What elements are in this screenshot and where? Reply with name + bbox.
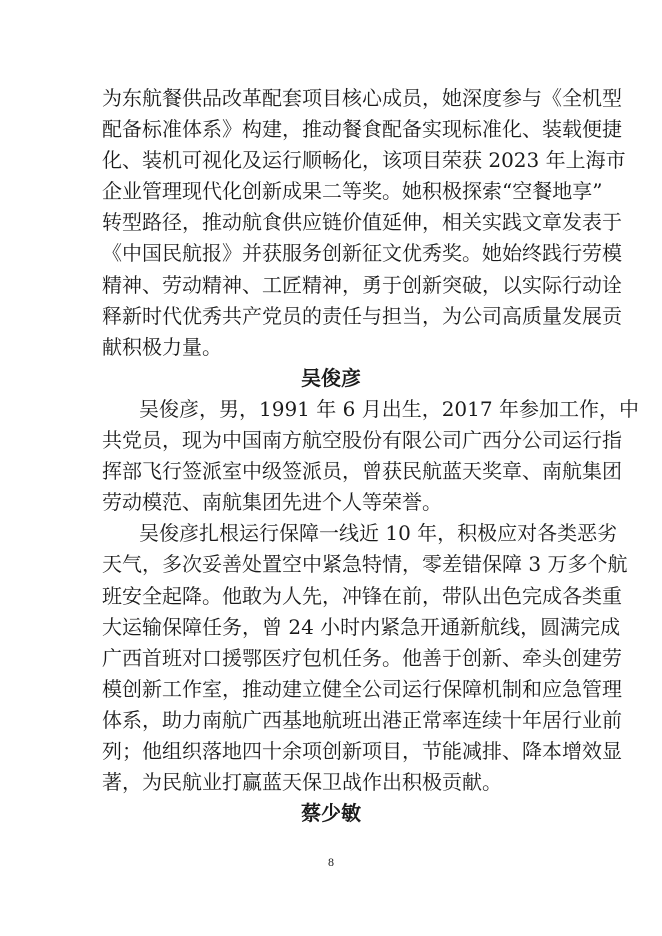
text-line: 为东航餐供品改革配套项目核心成员，她深度参与《全机型 bbox=[102, 86, 622, 110]
text-line: 配备标准体系》构建，推动餐食配备实现标准化、装载便捷 bbox=[102, 117, 622, 142]
text-line: 广西首班对口援鄂医疗包机任务。他善于创新、牵头创建劳 bbox=[102, 645, 622, 670]
text-line: 劳动模范、南航集团先进个人等荣誉。 bbox=[102, 490, 442, 515]
text-line: 著，为民航业打赢蓝天保卫战作出积极贡献。 bbox=[102, 770, 502, 795]
page-number: 8 bbox=[328, 855, 334, 869]
text-line: 模创新工作室，推动建立健全公司运行保障机制和应急管理 bbox=[102, 676, 622, 701]
text-line: 《中国民航报》并获服务创新征文优秀奖。她始终践行劳模 bbox=[102, 241, 622, 266]
text-line: 挥部飞行签派室中级签派员，曾获民航蓝天奖章、南航集团 bbox=[102, 459, 622, 484]
text-line: 体系，助力南航广西基地航班出港正常率连续十年居行业前 bbox=[102, 707, 622, 732]
body-text bbox=[102, 83, 639, 829]
text-line: 共党员，现为中国南方航空股份有限公司广西分公司运行指 bbox=[102, 428, 622, 453]
text-line: 转型路径，推动航食供应链价值延伸，相关实践文章发表于 bbox=[102, 210, 622, 235]
text-line: 吴俊彦扎根运行保障一线近 10 年，积极应对各类恶劣 bbox=[139, 521, 618, 546]
text-line: 吴俊彦，男，1991 年 6 月出生，2017 年参加工作，中 bbox=[139, 396, 639, 421]
section-heading: 蔡少敏 bbox=[301, 801, 361, 826]
text-line: 释新时代优秀共产党员的责任与担当，为公司高质量发展贡 bbox=[102, 303, 622, 328]
text-line: 精神、劳动精神、工匠精神，勇于创新突破，以实际行动诠 bbox=[102, 272, 622, 297]
text-line: 企业管理现代化创新成果二等奖。她积极探索“空餐地享” bbox=[102, 179, 603, 204]
text-line: 大运输保障任务，曾 24 小时内紧急开通新航线，圆满完成 bbox=[102, 614, 621, 639]
text-line: 化、装机可视化及运行顺畅化，该项目荣获 2023 年上海市 bbox=[102, 148, 626, 173]
text-line: 天气，多次妥善处置空中紧急特情，零差错保障 3 万多个航 bbox=[102, 552, 628, 577]
text-line: 班安全起降。他敢为人先，冲锋在前，带队出色完成各类重 bbox=[102, 583, 622, 608]
text-line: 列；他组织落地四十余项创新项目，节能减排、降本增效显 bbox=[102, 738, 622, 763]
text-line: 献积极力量。 bbox=[102, 334, 222, 359]
section-heading: 吴俊彦 bbox=[301, 365, 361, 390]
